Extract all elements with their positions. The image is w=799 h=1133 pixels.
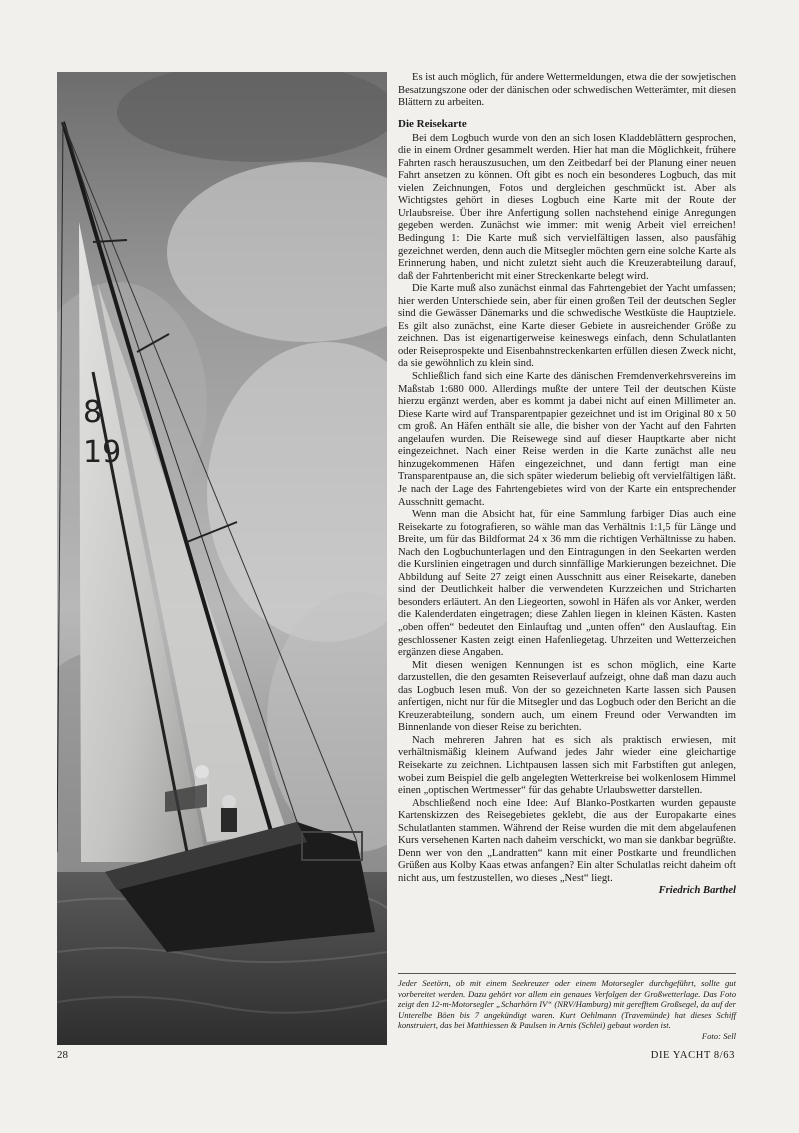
paragraph: Mit diesen wenigen Kennungen ist es schon möglich, eine Karte darzustellen, die den gesamten Reiseverlauf aufzeigt, ohne daß man dazu auch das Logbuch lesen muß. Von der so gezeichneten Karte lassen sich Pausen anfertigen, nicht nur für die Mitsegler und das Logbuch oder den Bericht an die Kreuzerabteilung, sondern auch, um einem Freund oder Verwandten im Binnenlande von dieser Reise zu berichten. [398, 659, 736, 734]
paragraph: Nach mehreren Jahren hat es sich als praktisch erwiesen, mit verhältnismäßig kleinem Aufwand jedes Jahr wieder eine gleichartige Reisekarte zu zeichnen. Lichtpausen lassen sich mit Farbstiften gut anlegen, wobei zum Beispiel die gelb angelegten Wetterkreise bei wolkenlosem Himmel einen „optischen Wertmesser“ für das gehabte Urlaubswetter darstellen. [398, 734, 736, 797]
svg-text:19: 19 [83, 435, 122, 470]
paragraph: Bei dem Logbuch wurde von den an sich losen Kladdeblättern gesprochen, die in einem Ordner gesammelt werden. Hier hat man die Möglichkeit, frühere Fahrten rasch herauszusuchen, um den Zeitbedarf bei der Planung einer neuen Fahrt ansetzen zu können. Oft gibt es noch ein besonderes Logbuch, das mit vielen Zeichnungen, Fotos und dergleichen geschmückt ist. Aber als Wichtigstes gehört in dieses Logbuch eine Karte mit der Route der Urlaubsreise. Über ihre Anfertigung sollen nachstehend einige Anregungen gegeben werden. Zunächst wie immer: mit wenig Arbeit viel erreichen! Bedingung 1: Die Karte muß sich vervielfältigen lassen, also pausfähig gezeichnet werden, denn auch die Mitsegler möchten gern eine solche Karte als Erinnerung haben, und nicht zuletzt sieht auch die Kreuzerabteilung darauf, daß der Fahrtenbericht mit einer Streckenkarte belegt wird. [398, 132, 736, 282]
paragraph: Die Karte muß also zunächst einmal das Fahrtengebiet der Yacht umfassen; hier werden Unterschiede sein, aber für einen großen Teil der deutschen Segler sind die Gewässer Dänemarks und die schwedische Westküste die Hauptziele. Es gilt also zunächst, eine Karte dieser Gebiete in ausreichender Größe zu zeichnen. Das ist eigenartigerweise keineswegs einfach, denn Schulatlanten oder Reiseprospekte und Eisenbahnstreckenkarten erfüllen diesen Zweck nicht, da sie gewöhnlich zu klein sind. [398, 283, 736, 370]
paragraph: Abschließend noch eine Idee: Auf Blanko-Postkarten wurden gepauste Kartenskizzen des Reisegebietes geklebt, die aus der Europakarte eines Schulatlanten stammen. Während der Reise wurden die mit dem abgelaufenen Kurs versehenen Karten nach daheim verschickt, wo man sie dankbar begrüßte. Denn wer von den „Landratten“ kann mit einer Postkarte und freundlichen Grüßen aus Kolby Kaas etwas anfangen? Ein alter Schulatlas reicht daheim oft nicht aus, um festzustellen, wo dieses „Nest“ liegt. [398, 797, 736, 884]
intro-paragraph: Es ist auch möglich, für andere Wettermeldungen, etwa die der sowjetischen Besatzungszone oder der dänischen oder schwedischen Wetterämter, mit diesen Blättern zu arbeiten. [398, 72, 736, 109]
sailboat-photo [57, 72, 387, 1045]
caption-divider [398, 973, 736, 974]
running-foot: DIE YACHT 8/63 [650, 1050, 735, 1061]
caption-text: Jeder Seetörn, ob mit einem Seekreuzer oder einem Motorsegler durchgeführt, sollte gut vorbereitet werden. Dazu gehört vor allem ein genaues Verfolgen der Großwetterlage. Das Foto zeigt den 12-m-Motorsegler „Scharhörn IV“ (NRV/Hamburg) mit gerefftem Großsegel, da auf der Unterelbe Böen bis 7 angekündigt waren. Kurt Oehlmann (Travemünde) hat dieses Schiff konstruiert, das bei Matthiessen & Paulsen in Arnis (Schlei) gebaut worden ist. [398, 978, 736, 1031]
author-signature: Friedrich Barthel [658, 885, 736, 897]
article-text [398, 72, 736, 898]
paragraph: Wenn man die Absicht hat, für eine Sammlung farbiger Dias auch eine Reisekarte zu fotografieren, so wähle man das Verhältnis 1:1,5 für Länge und Breite, um für das Bildformat 24 x 36 mm die richtigen Verhältnisse zu haben. Nach den Logbuchunterlagen und den Eintragungen in den Seekarten werden die Kurslinien eingetragen und durch sinnfällige Markierungen bezeichnet. Die Abbildung auf Seite 27 zeigt einen Ausschnitt aus einer Reisekarte, daneben sind der Deutlichkeit halber die verwendeten Kurzzeichen und Stricharten besonders erläutert. An den Liegeorten, sowohl in Häfen als vor Anker, werden die Kalenderdaten eingetragen; diese Zahlen liegen in kleinen Kästen. Kasten „oben offen“ bedeutet den Einlauftag und „unten offen“ den Auslauftag. Ein geschlossener Kasten zeigt einen Hafenliegetag. Uhrzeiten und Wetterzeichen ergänzen diese Angaben. [398, 509, 736, 659]
page-number: 28 [57, 1049, 68, 1061]
paragraph: Schließlich fand sich eine Karte des dänischen Fremdenverkehrsvereins im Maßstab 1:680 000. Allerdings mußte der untere Teil der deutschen Küste hierzu ergänzt werden, aber es kommt ja dabei nicht auf einen Millimeter an. Diese Karte wird auf Transparentpapier gezeichnet und ist im Original 80 x 50 cm groß. An Häfen enthält sie alle, die bisher von der Yacht auf den Fahrten angelaufen wurden. Die Reisewege sind auf dieser Hauptkarte aber nicht eingezeichnet. Nach einer Reise werden in die Karte zunächst alle neu hinzugekommenen Häfen eingezeichnet, und dann fertigt man eine Transparentpause an, die sich später wiederum beliebig oft vervielfältigen läßt. Je nach der Lage des Fahrtengebietes wird von der Karte ein entsprechender Ausschnitt gemacht. [398, 371, 736, 508]
photo-credit: Foto: Sell [701, 1030, 736, 1041]
section-heading: Die Reisekarte [398, 117, 467, 130]
svg-text:8: 8 [83, 395, 103, 430]
photo-caption [398, 978, 736, 1042]
